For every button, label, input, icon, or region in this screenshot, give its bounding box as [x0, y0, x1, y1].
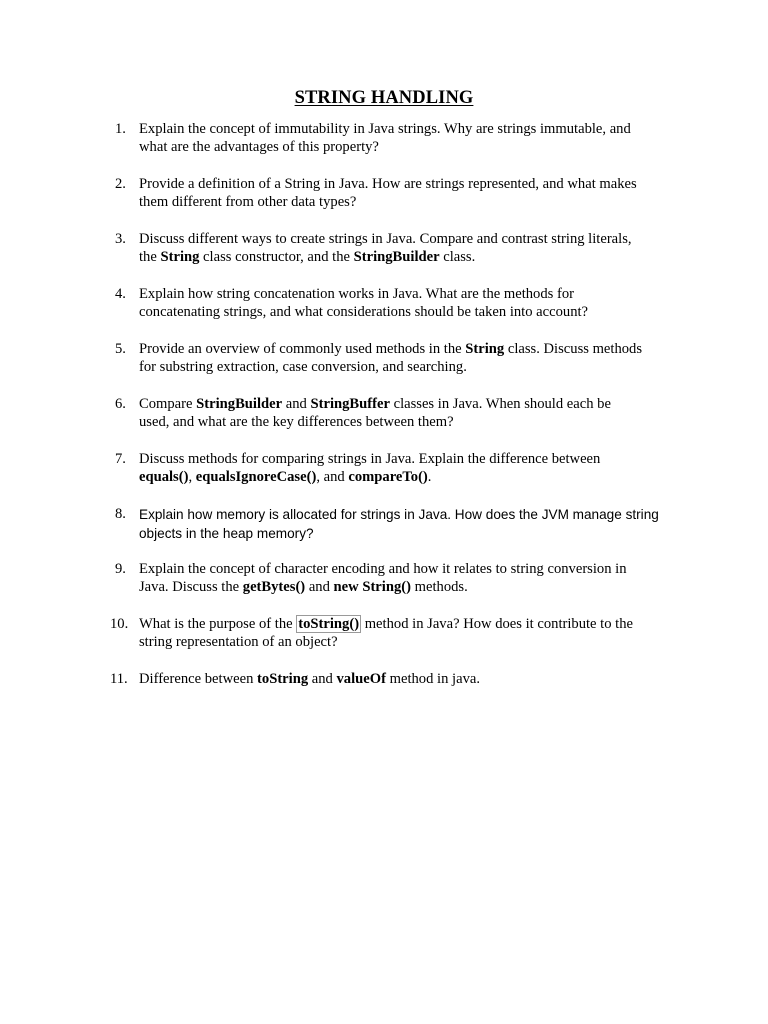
question-number: 2. — [115, 176, 126, 192]
question-item-5 — [110, 340, 690, 395]
code-term: toString — [257, 671, 309, 687]
question-number: 5. — [115, 341, 126, 357]
question-number: 1. — [115, 121, 126, 137]
question-number: 7. — [115, 451, 126, 467]
question-number: 3. — [115, 231, 126, 247]
question-list — [110, 120, 690, 725]
code-term: String — [465, 341, 505, 357]
question-text: Provide a definition of a String in Java. How are strings represented, and what makes them different from other data types? — [139, 176, 637, 211]
question-item-4 — [110, 285, 690, 340]
question-item-9 — [110, 560, 690, 615]
code-term: StringBuilder — [196, 396, 283, 412]
question-text: Compare StringBuilder and StringBuffer classes in Java. When should each be used, and what are the key differences between them? — [139, 396, 611, 431]
question-text: Explain how memory is allocated for strings in Java. How does the JVM manage string objects in the heap memory? — [139, 507, 659, 542]
question-item-7 — [110, 450, 690, 505]
question-text: Difference between toString and valueOf method in java. — [139, 671, 480, 687]
question-text: Discuss methods for comparing strings in Java. Explain the difference between equals(), equalsIgnoreCase(), and compareTo(). — [139, 451, 601, 486]
question-number: 6. — [115, 396, 126, 412]
question-number: 11. — [110, 671, 128, 687]
code-term: new String() — [333, 579, 411, 596]
code-term: equalsIgnoreCase() — [195, 469, 317, 486]
question-item-8 — [110, 505, 690, 560]
question-item-6 — [110, 395, 690, 450]
code-term: String — [160, 249, 200, 266]
question-text: Explain the concept of character encoding and how it relates to string conversion in Java. Discuss the getBytes() and new String() methods. — [139, 561, 627, 596]
question-number: 8. — [115, 506, 126, 522]
code-term: StringBuilder — [353, 249, 440, 266]
question-number: 4. — [115, 286, 126, 302]
question-number: 9. — [115, 561, 126, 577]
code-term: compareTo() — [348, 469, 428, 486]
question-item-11 — [110, 670, 690, 725]
question-item-3 — [110, 230, 690, 285]
question-item-2 — [110, 175, 690, 230]
question-text: Provide an overview of commonly used methods in the String class. Discuss methods for substring extraction, case conversion, and searching. — [139, 341, 643, 376]
code-term-boxed: toString() — [298, 616, 360, 632]
code-term: equals() — [139, 469, 189, 486]
question-number: 10. — [110, 616, 129, 632]
question-text: What is the purpose of the toString() method in Java? How does it contribute to the string representation of an object? — [139, 616, 634, 651]
question-text: Discuss different ways to create strings in Java. Compare and contrast string literals, the String class constructor, and the StringBuilder class. — [139, 231, 632, 266]
question-text: Explain the concept of immutability in Java strings. Why are strings immutable, and what are the advantages of this property? — [139, 121, 631, 156]
code-term: valueOf — [336, 671, 386, 687]
question-item-10 — [110, 615, 690, 670]
page-title: STRING HANDLING — [294, 88, 474, 108]
question-item-1 — [110, 120, 690, 175]
code-term: StringBuffer — [310, 396, 390, 412]
question-text: Explain how string concatenation works in Java. What are the methods for concatenating strings, and what considerations should be taken into account? — [139, 286, 589, 321]
code-term: getBytes() — [242, 579, 306, 596]
